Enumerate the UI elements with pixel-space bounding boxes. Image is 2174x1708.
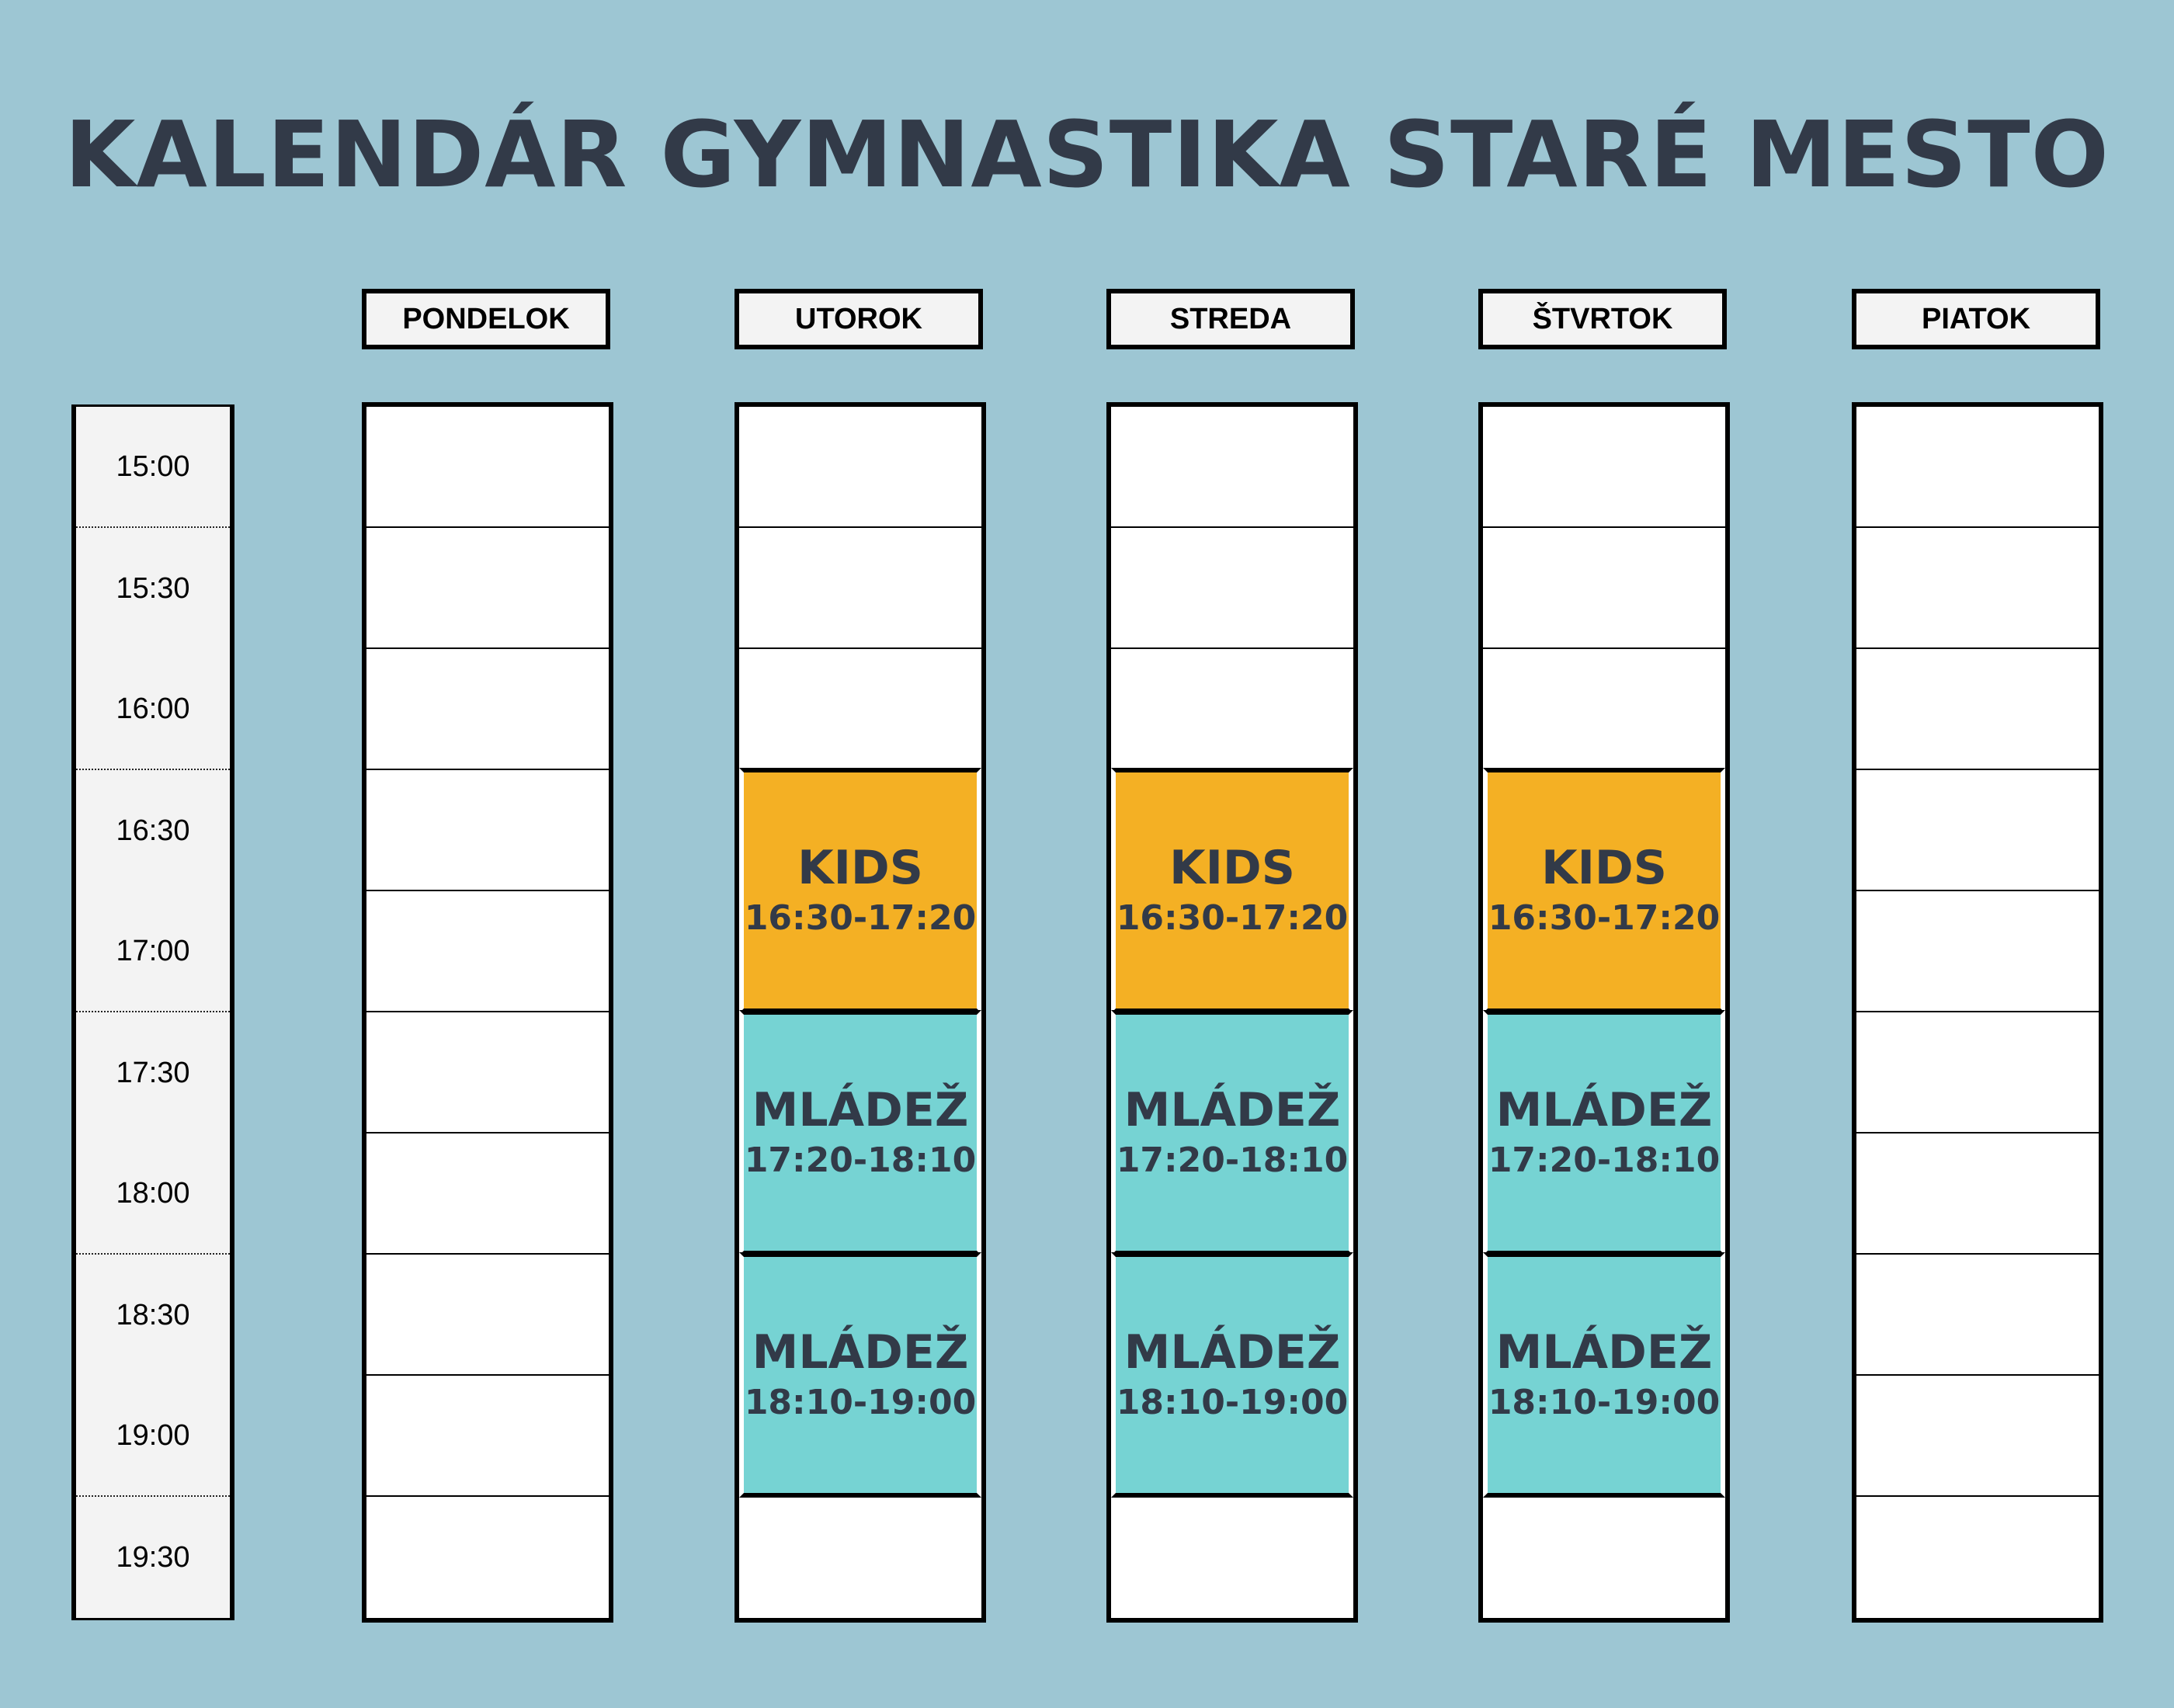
time-column	[71, 404, 234, 1620]
empty-slot	[1483, 528, 1725, 649]
empty-slot	[366, 770, 609, 891]
day-column-pondelok	[362, 402, 613, 1623]
time-label: 16:30	[116, 814, 190, 847]
empty-slot	[1856, 528, 2099, 649]
empty-slot	[366, 1376, 609, 1497]
class-time: 17:20-18:10	[1488, 1140, 1721, 1180]
empty-slot	[1111, 1497, 1353, 1618]
class-name: MLÁDEŽ	[1123, 1082, 1341, 1137]
class-name: MLÁDEŽ	[752, 1324, 969, 1380]
empty-slot	[1856, 649, 2099, 770]
time-label: 18:30	[116, 1298, 190, 1331]
class-time: 18:10-19:00	[744, 1382, 977, 1422]
empty-slot	[1111, 528, 1353, 649]
class-name: MLÁDEŽ	[1495, 1082, 1713, 1137]
empty-slot	[366, 528, 609, 649]
empty-slot	[366, 1497, 609, 1618]
empty-slot	[366, 1133, 609, 1255]
empty-slot	[366, 1255, 609, 1376]
empty-slot	[1856, 770, 2099, 891]
time-label: 17:30	[116, 1056, 190, 1089]
class-name: MLÁDEŽ	[1123, 1324, 1341, 1380]
empty-slot	[1856, 1376, 2099, 1497]
class-block	[1483, 1010, 1725, 1255]
time-label: 19:00	[76, 1376, 230, 1497]
empty-slot	[739, 528, 981, 649]
class-name: MLÁDEŽ	[1495, 1324, 1713, 1380]
page-title: KALENDÁR GYMNASTIKA STARÉ MESTO	[64, 101, 2110, 208]
time-label: 18:00	[76, 1133, 230, 1255]
class-time: 17:20-18:10	[744, 1140, 977, 1180]
class-time: 17:20-18:10	[1116, 1140, 1349, 1180]
day-column-utorok	[735, 402, 986, 1623]
empty-slot	[1483, 1497, 1725, 1618]
class-name: MLÁDEŽ	[752, 1082, 969, 1137]
empty-slot	[366, 891, 609, 1012]
empty-slot	[739, 1497, 981, 1618]
class-block	[1111, 768, 1353, 1013]
empty-slot	[366, 407, 609, 528]
class-block	[1111, 1010, 1353, 1255]
class-block	[1111, 1252, 1353, 1498]
empty-slot	[1856, 1133, 2099, 1255]
time-label: 19:30	[116, 1540, 190, 1574]
class-name: KIDS	[797, 840, 923, 895]
day-header-stvrtok: ŠTVRTOK	[1478, 289, 1727, 349]
empty-slot	[1483, 407, 1725, 528]
empty-slot	[1856, 407, 2099, 528]
time-label: 17:00	[76, 891, 230, 1012]
empty-slot	[739, 407, 981, 528]
day-column-stvrtok	[1478, 402, 1730, 1623]
day-header-streda: STREDA	[1106, 289, 1355, 349]
class-block	[1483, 768, 1725, 1013]
empty-slot	[1111, 407, 1353, 528]
class-time: 16:30-17:20	[1116, 897, 1349, 938]
class-block	[739, 1010, 981, 1255]
class-name: KIDS	[1169, 840, 1295, 895]
class-block	[739, 1252, 981, 1498]
day-header-pondelok: PONDELOK	[362, 289, 610, 349]
class-time: 18:10-19:00	[1488, 1382, 1721, 1422]
class-name: KIDS	[1541, 840, 1667, 895]
day-column-piatok	[1852, 402, 2103, 1623]
class-block	[1483, 1252, 1725, 1498]
empty-slot	[1856, 1497, 2099, 1618]
day-header-piatok: PIATOK	[1852, 289, 2100, 349]
time-label: 16:00	[76, 649, 230, 770]
empty-slot	[1111, 649, 1353, 770]
empty-slot	[1483, 649, 1725, 770]
time-label: 15:30	[116, 571, 190, 605]
class-time: 18:10-19:00	[1116, 1382, 1349, 1422]
class-block	[739, 768, 981, 1013]
empty-slot	[1856, 891, 2099, 1012]
empty-slot	[739, 649, 981, 770]
time-label: 15:00	[76, 407, 230, 528]
empty-slot	[366, 649, 609, 770]
day-header-utorok: UTOROK	[735, 289, 983, 349]
empty-slot	[1856, 1255, 2099, 1376]
day-column-streda	[1106, 402, 1358, 1623]
class-time: 16:30-17:20	[744, 897, 977, 938]
empty-slot	[1856, 1012, 2099, 1133]
empty-slot	[366, 1012, 609, 1133]
class-time: 16:30-17:20	[1488, 897, 1721, 938]
